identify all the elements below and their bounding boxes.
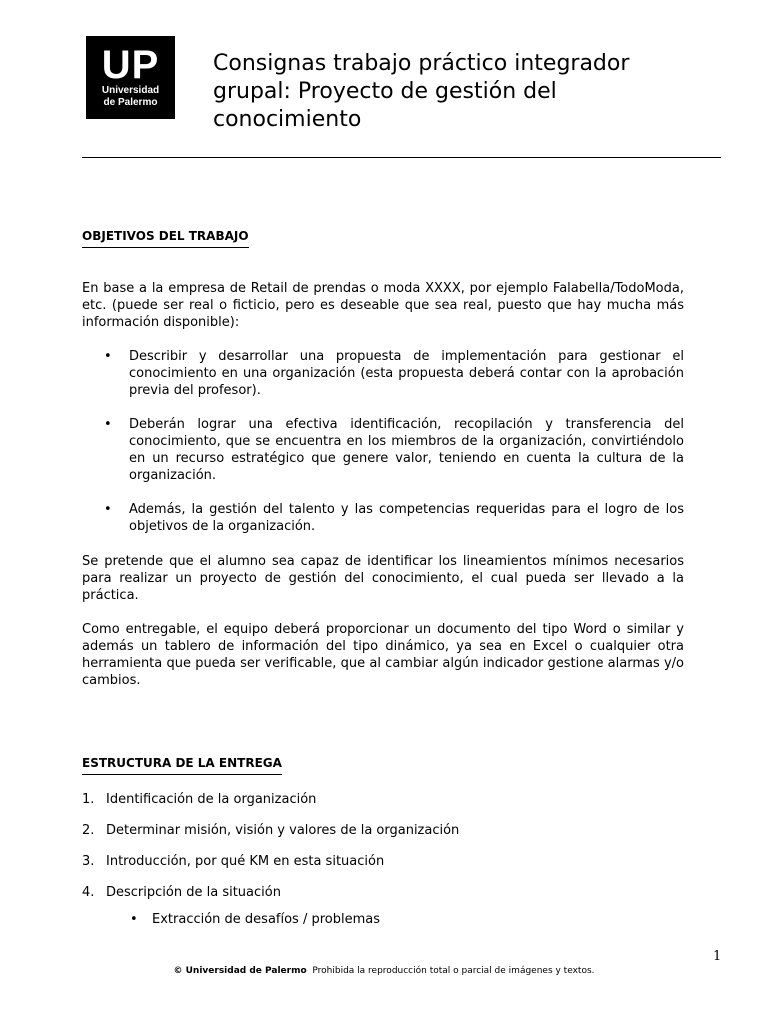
section-heading-objetivos: OBJETIVOS DEL TRABAJO xyxy=(82,229,249,248)
list-item xyxy=(82,791,684,808)
sub-list-item xyxy=(130,911,380,928)
header-divider xyxy=(82,157,721,158)
structure-list xyxy=(82,791,684,915)
intro-paragraph: En base a la empresa de Retail de prendas o moda XXXX, por ejemplo Falabella/TodoModa, etc. (puede ser real o ficticio, pero es deseable que sea real, puesto que hay mucha más información disponible): xyxy=(82,281,684,330)
page-number: 1 xyxy=(713,949,722,964)
list-item xyxy=(100,416,684,484)
page-footer xyxy=(0,966,768,976)
list-item-text: Describir y desarrollar una propuesta de implementación para gestionar el conocimiento en una organización (esta propuesta deberá contar con la aprobación previa del profesor). xyxy=(129,349,684,398)
list-item xyxy=(100,501,684,535)
university-logo xyxy=(86,36,175,119)
list-item-text: Determinar misión, visión y valores de la organización xyxy=(106,823,460,838)
list-item-text: Deberán lograr una efectiva identificación, recopilación y transferencia del conocimiento, que se encuentra en los miembros de la organización, convirtiéndolo en un recurso estratégico que genere valor, teniendo en cuenta la cultura de la organización. xyxy=(129,417,684,483)
logo-line-1: Universidad xyxy=(101,85,160,96)
list-item-number: 2. xyxy=(82,823,95,838)
footer-copyright: © Universidad de Palermo xyxy=(173,966,307,976)
section-heading-estructura: ESTRUCTURA DE LA ENTREGA xyxy=(82,756,282,775)
footer-notice: Prohibida la reproducción total o parcial de imágenes y textos. xyxy=(312,966,595,976)
objectives-list xyxy=(100,348,684,552)
list-item-number: 1. xyxy=(82,792,95,807)
bullet-icon: • xyxy=(104,349,112,364)
document-title: Consignas trabajo práctico integrador grupal: Proyecto de gestión del conocimiento xyxy=(213,51,630,132)
list-item xyxy=(82,853,684,870)
list-item xyxy=(82,822,684,839)
list-item-number: 3. xyxy=(82,854,95,869)
bullet-icon: • xyxy=(104,417,112,432)
deliverable-paragraph: Como entregable, el equipo deberá proporcionar un documento del tipo Word o similar y además un tablero de información del tipo dinámico, ya sea en Excel o cualquier otra herramienta que pueda ser verificable, que al cambiar algún indicador gestione alarmas y/o cambios. xyxy=(82,622,684,688)
bullet-icon: • xyxy=(104,502,112,517)
logo-mark: UP xyxy=(101,43,160,87)
list-item-text: Identificación de la organización xyxy=(106,792,317,807)
list-item-text: Además, la gestión del talento y las competencias requeridas para el logro de los objetivos de la organización. xyxy=(129,502,684,534)
sub-list-item-text: Extracción de desafíos / problemas xyxy=(152,912,381,927)
list-item-text: Descripción de la situación xyxy=(106,885,281,900)
logo-line-2: de Palermo xyxy=(103,97,158,108)
list-item-text: Introducción, por qué KM en esta situación xyxy=(106,854,385,869)
list-item xyxy=(82,884,684,901)
bullet-icon: • xyxy=(130,912,138,927)
list-item xyxy=(100,348,684,399)
goal-paragraph: Se pretende que el alumno sea capaz de identificar los lineamientos mínimos necesarios para realizar un proyecto de gestión del conocimiento, el cual pueda ser llevado a la práctica. xyxy=(82,554,684,603)
list-item-number: 4. xyxy=(82,885,95,900)
